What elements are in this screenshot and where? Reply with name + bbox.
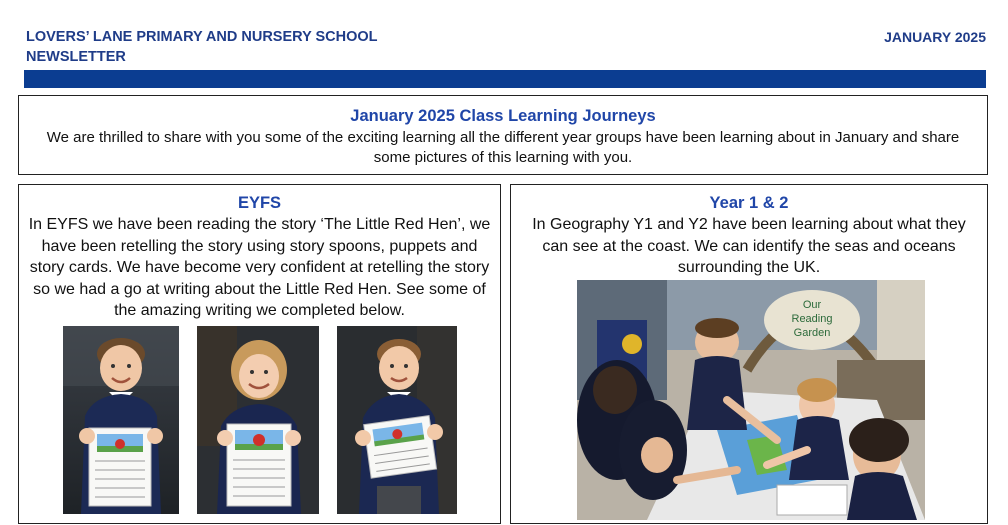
year12-title: Year 1 & 2 xyxy=(709,194,789,212)
eyfs-photo-girl xyxy=(197,326,319,514)
newsletter-header xyxy=(26,27,378,67)
sign-text-3: Garden xyxy=(793,327,831,339)
sign-text-2: Reading xyxy=(791,313,833,325)
year12-text: In Geography Y1 and Y2 have been learning about what they can see at the coast. We can identify the seas and oceans surrounding the UK. xyxy=(532,216,966,276)
eyfs-text: In EYFS we have been reading the story ‘The Little Red Hen’, we have been retelling the story using story spoons, puppets and story cards. We have become very confident at retelling the story so we had a go at writing about the Little Red Hen. See some of the amazing writing we completed below. xyxy=(28,216,491,319)
intro-title: January 2025 Class Learning Journeys xyxy=(350,107,656,125)
newsletter-label: NEWSLETTER xyxy=(26,49,126,65)
eyfs-photo-boy-2 xyxy=(337,326,457,514)
year12-panel xyxy=(510,184,988,524)
intro-box xyxy=(18,95,988,175)
eyfs-title: EYFS xyxy=(237,194,282,212)
school-name: LOVERS’ LANE PRIMARY AND NURSERY SCHOOL xyxy=(26,29,378,45)
newsletter-date: JANUARY 2025 xyxy=(884,29,986,45)
header-divider-bar xyxy=(24,70,986,88)
eyfs-photo-boy xyxy=(63,326,179,514)
sign-text-1: Our xyxy=(802,299,822,311)
year12-classroom-photo xyxy=(577,280,925,520)
eyfs-panel xyxy=(18,184,501,524)
intro-text: We are thrilled to share with you some of the exciting learning all the different year groups have been learning about in January and share some pictures of this learning with you. xyxy=(46,129,960,166)
